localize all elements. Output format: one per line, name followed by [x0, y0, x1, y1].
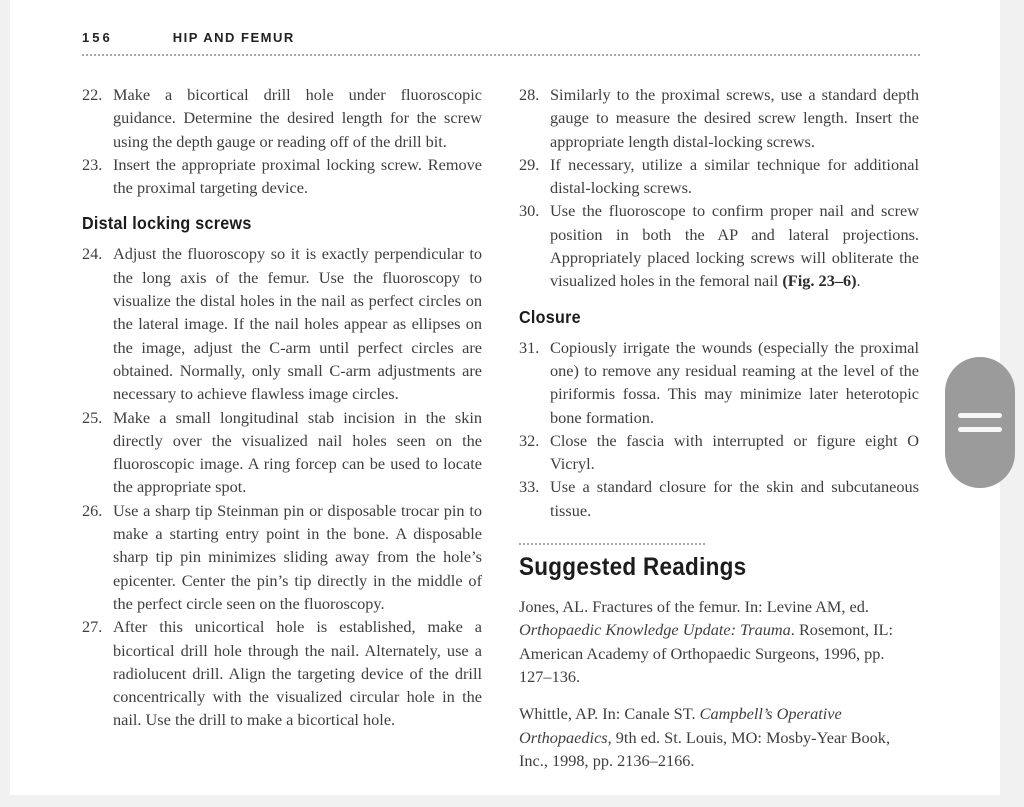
item-number: 28. — [519, 85, 540, 104]
reference-title-italic: Orthopaedic Knowledge Update: Trauma — [519, 620, 791, 640]
item-text: Adjust the fluoroscopy so it is exactly perpendicular to the long axis of the femur. Use the fluoroscopy to visualize the distal holes in the nail as perfect circles on the lateral image. If the nail holes appear as ellipses on the image, adjust the C-arm until perfect circles are obtained. Normally, only small C-arm adjustments are necessary to achieve flawless image circles. — [113, 244, 482, 404]
item-text: Use a standard closure for the skin and subcutaneous tissue. — [550, 477, 919, 520]
item-text-run: Use the fluoroscope to confirm proper nail and screw position in both the AP and lateral projections. Appropriately placed locking screws will obliterate the visualized holes in the femoral nail — [550, 201, 919, 291]
list-item — [82, 153, 482, 200]
item-text: Similarly to the proximal screws, use a standard depth gauge to measure the desired screw length. Insert the appropriate length distal-locking screws. — [550, 85, 919, 151]
item-number: 26. — [82, 500, 103, 520]
list-item — [519, 336, 919, 429]
item-number: 23. — [82, 154, 103, 174]
item-text: After this unicortical hole is established, make a bicortical drill hole through the nail. Alternately, use a radiolucent drill. Align the targeting device of the drill concentrically with the visualized circular hole in the nail. Use the drill to make a bicortical hole. — [113, 617, 482, 730]
reference-text: Jones, AL. Fractures of the femur. In: Levine AM, ed. — [519, 597, 869, 617]
item-text: Use a sharp tip Steinman pin or disposable trocar pin to make a starting entry point in the bone. A disposable sharp tip pin minimizes sliding away from the hole’s epicenter. Center the pin’s tip directly in the middle of the perfect circle seen on the fluoroscopy. — [113, 500, 482, 613]
running-header — [82, 30, 920, 45]
list-item — [519, 429, 919, 476]
two-column-body — [82, 83, 920, 786]
readings-divider — [519, 543, 705, 545]
reference-title-italic: Campbell’s Operative Orthopaedics — [519, 704, 842, 747]
item-number: 25. — [82, 407, 103, 427]
list-item — [82, 406, 482, 499]
scroll-handle[interactable] — [945, 357, 1015, 488]
item-text: Close the fascia with interrupted or figure eight O Vicryl. — [550, 430, 919, 474]
item-number: 31. — [519, 337, 540, 357]
item-text-suffix: . — [856, 271, 861, 291]
section-heading-closure: Closure — [519, 306, 581, 327]
reference-text: . Rosemont, IL: American Academy of Orthopaedic Surgeons, 1996, pp. 127–136. — [519, 620, 893, 686]
page-content — [10, 0, 920, 786]
reference-entry — [519, 702, 919, 772]
reference-text: Whittle, AP. In: Canale ST. — [519, 704, 700, 724]
item-text: Make a small longitudinal stab incision in the skin directly over the visualized nail holes seen on the fluoroscopic image. A ring forcep can be used to locate the appropriate spot. — [113, 407, 482, 497]
list-item — [82, 83, 482, 153]
item-number: 24. — [82, 244, 103, 264]
item-number: 27. — [82, 617, 103, 637]
item-number: 33. — [519, 477, 540, 497]
right-column — [519, 83, 919, 786]
list-item — [82, 499, 482, 615]
header-divider — [82, 54, 920, 56]
item-text: Make a bicortical drill hole under fluoroscopic guidance. Determine the desired length for the screw using the depth gauge or reading off of the drill bit. — [113, 85, 482, 151]
section-heading-distal-locking-screws: Distal locking screws — [82, 213, 252, 234]
list-item — [519, 153, 919, 200]
left-column — [82, 83, 482, 786]
item-number: 30. — [519, 201, 540, 221]
item-number: 22. — [82, 85, 103, 104]
list-item — [519, 199, 919, 292]
figure-reference: (Fig. 23–6) — [782, 271, 857, 291]
item-number: 29. — [519, 154, 540, 174]
item-text: Insert the appropriate proximal locking screw. Remove the proximal targeting device. — [113, 154, 482, 198]
list-item — [82, 615, 482, 731]
reference-entry — [519, 595, 919, 688]
page-number: 156 — [82, 30, 113, 45]
book-page — [10, 0, 1000, 795]
item-text: If necessary, utilize a similar technique for additional distal-locking screws. — [550, 154, 919, 198]
list-item — [82, 242, 482, 405]
list-item — [519, 475, 919, 522]
item-number: 32. — [519, 430, 540, 450]
item-text — [550, 199, 919, 292]
reference-text: , 9th ed. St. Louis, MO: Mosby-Year Book, Inc., 1998, pp. 2136–2166. — [519, 727, 891, 770]
suggested-readings-heading: Suggested Readings — [519, 553, 747, 582]
running-head-title: HIP AND FEMUR — [172, 30, 295, 45]
item-text: Copiously irrigate the wounds (especially the proximal one) to remove any residual reaming at the level of the piriformis fossa. This may minimize later heterotopic bone formation. — [550, 337, 919, 427]
list-item — [519, 83, 919, 153]
